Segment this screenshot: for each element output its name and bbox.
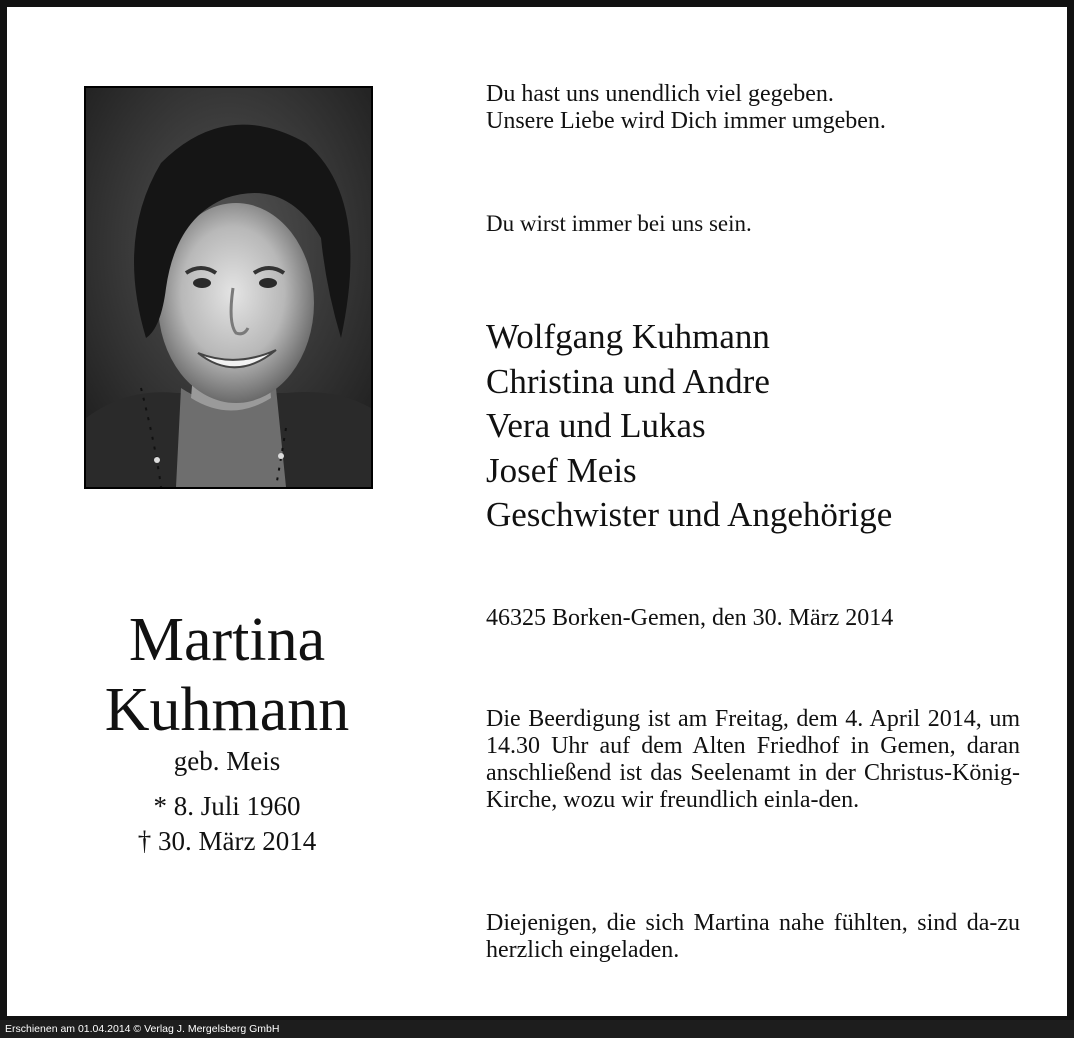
publication-footer: Erschienen am 01.04.2014 © Verlag J. Mergelsberg GmbH bbox=[0, 1020, 1074, 1038]
invite-text: Diejenigen, die sich Martina nahe fühlten, sind da-zu herzlich eingeladen. bbox=[486, 910, 1020, 963]
verse-second: Du wirst immer bei uns sein. bbox=[486, 211, 752, 236]
verse-block bbox=[486, 81, 1020, 135]
verse-line: Du hast uns unendlich viel gegeben. bbox=[486, 81, 834, 107]
family-member: Geschwister und Angehörige bbox=[486, 495, 893, 534]
family-member: Wolfgang Kuhmann bbox=[486, 317, 770, 356]
place-date: 46325 Borken-Gemen, den 30. März 2014 bbox=[486, 605, 894, 631]
verse-line: Unsere Liebe wird Dich immer umgeben. bbox=[486, 108, 886, 134]
family-member: Christina und Andre bbox=[486, 361, 770, 401]
maiden-name: geb. Meis bbox=[173, 746, 281, 776]
death-date: † 30. März 2014 bbox=[137, 826, 317, 856]
deceased-first-name: Martina bbox=[128, 606, 326, 674]
portrait-image bbox=[86, 88, 371, 487]
family-member: Josef Meis bbox=[486, 450, 637, 490]
portrait-photo bbox=[84, 86, 373, 489]
deceased-last-name: Kuhmann bbox=[104, 676, 350, 744]
funeral-text: Die Beerdigung ist am Freitag, dem 4. April 2014, um 14.30 Uhr auf dem Alten Friedhof in Gemen, daran anschließend ist das Seelenamt in der Christus-König- Kirche, wozu wir freundlich einla-den. bbox=[486, 706, 1020, 813]
birth-date: * 8. Juli 1960 bbox=[153, 791, 301, 821]
family-member: Vera und Lukas bbox=[486, 406, 706, 445]
family-list bbox=[486, 315, 1020, 538]
